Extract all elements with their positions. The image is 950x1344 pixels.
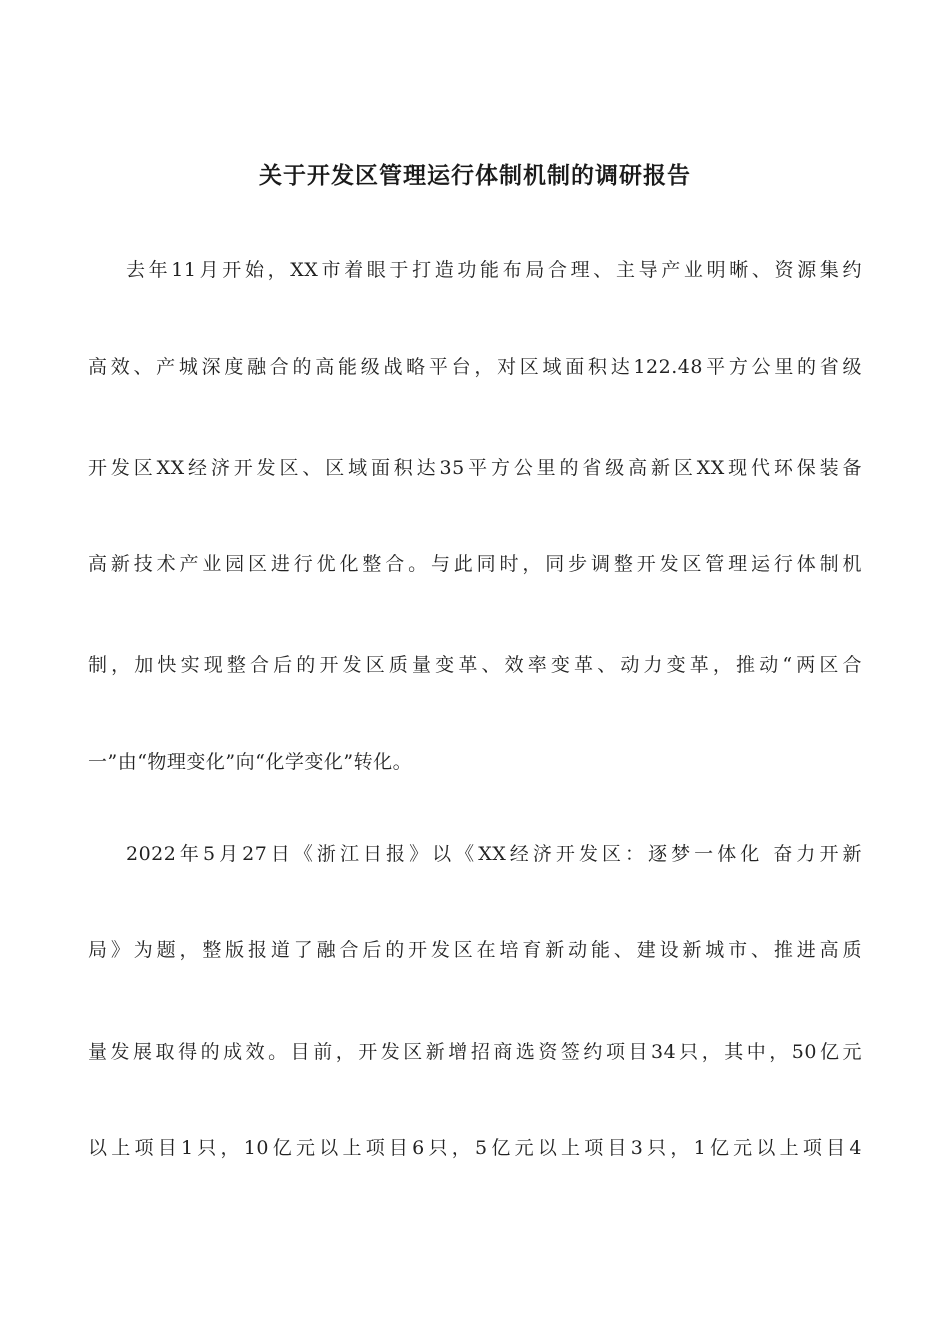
paragraph-line: 局》为题，整版报道了融合后的开发区在培育新动能、建设新城市、推进高质 — [88, 939, 862, 961]
paragraph-line: 高新技术产业园区进行优化整合。与此同时，同步调整开发区管理运行体制机 — [88, 553, 862, 575]
document-title: 关于开发区管理运行体制机制的调研报告 — [259, 163, 691, 189]
paragraph-line: 制，加快实现整合后的开发区质量变革、效率变革、动力变革，推动“两区合 — [88, 654, 862, 676]
paragraph-line: 2022年5月27日《浙江日报》以《XX经济开发区：逐梦一体化 奋力开新 — [126, 843, 862, 865]
paragraph-line: 以上项目1只，10亿元以上项目6只，5亿元以上项目3只，1亿元以上项目4 — [88, 1137, 862, 1159]
paragraph-line: 去年11月开始，XX市着眼于打造功能布局合理、主导产业明晰、资源集约 — [126, 259, 862, 281]
paragraph-line: 高效、产城深度融合的高能级战略平台，对区域面积达122.48平方公里的省级 — [88, 356, 862, 378]
paragraph-line: 量发展取得的成效。目前，开发区新增招商选资签约项目34只，其中，50亿元 — [88, 1041, 862, 1063]
paragraph-line: 开发区XX经济开发区、区域面积达35平方公里的省级高新区XX现代环保装备 — [88, 457, 862, 479]
paragraph-line: 一”由“物理变化”向“化学变化”转化。 — [88, 751, 413, 773]
